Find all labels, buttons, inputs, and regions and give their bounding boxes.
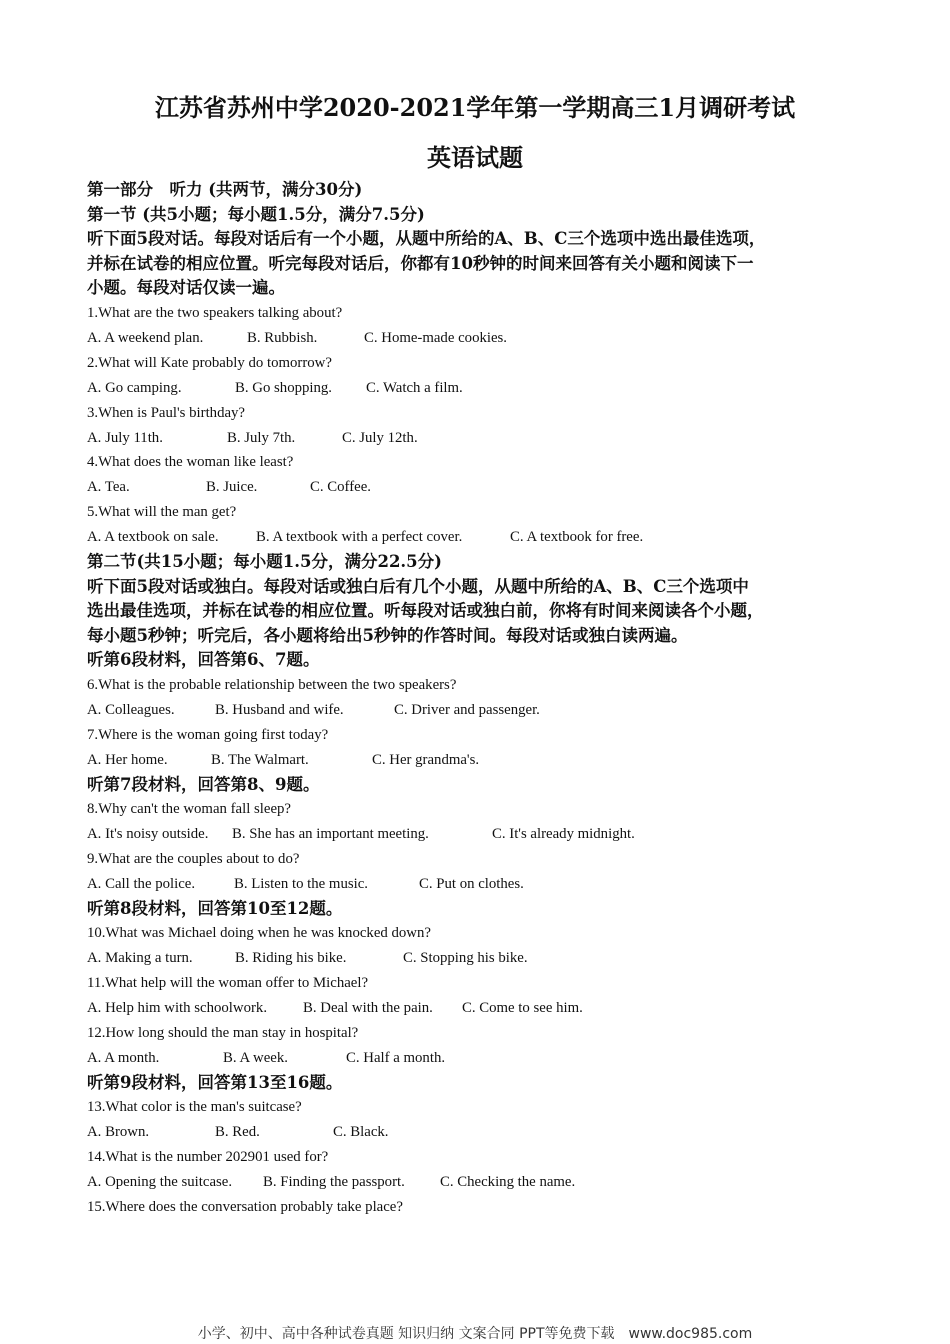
question-stem: 6.What is the probable relationship between the two speakers? bbox=[87, 677, 457, 693]
option-b: B. Finding the passport. bbox=[263, 1174, 405, 1191]
option-c: C. Half a month. bbox=[346, 1049, 446, 1066]
section-heading: 第二节(共15小题；每小题1.5分，满分22.5分) bbox=[87, 552, 442, 572]
option-a: A. It's noisy outside. bbox=[87, 826, 209, 843]
option-a: A. A textbook on sale. bbox=[87, 529, 219, 546]
option-a: A. Go camping. bbox=[87, 379, 182, 396]
option-b: B. Riding his bike. bbox=[235, 950, 347, 967]
option-a: A. Her home. bbox=[87, 751, 168, 768]
section-instructions bbox=[87, 575, 877, 649]
question-options bbox=[87, 748, 877, 773]
option-c: C. A textbook for free. bbox=[510, 529, 644, 546]
question-options bbox=[87, 698, 877, 723]
instruction-line: 小题。每段对话仅读一遍。 bbox=[87, 278, 285, 298]
instruction-line: 选出最佳选项，并标在试卷的相应位置。听每段对话或独白前，你将有时间来阅读各个小题， bbox=[87, 601, 764, 621]
question-stem: 5.What will the man get? bbox=[87, 504, 237, 521]
question-stem: 10.What was Michael doing when he was knocked down? bbox=[87, 925, 431, 942]
question-options bbox=[87, 822, 877, 847]
section-instructions bbox=[87, 227, 877, 301]
option-c: C. It's already midnight. bbox=[492, 826, 635, 843]
option-c: C. Watch a film. bbox=[366, 379, 463, 396]
option-a: A. Colleagues. bbox=[87, 701, 175, 718]
option-b: B. Listen to the music. bbox=[234, 875, 368, 892]
option-b: B. Go shopping. bbox=[235, 379, 333, 396]
option-b: B. A week. bbox=[223, 1049, 288, 1066]
option-c: C. Put on clothes. bbox=[419, 875, 524, 892]
question-stem: 3.When is Paul's birthday? bbox=[87, 404, 246, 421]
question-options bbox=[87, 946, 877, 971]
option-b: B. Rubbish. bbox=[247, 329, 318, 346]
question-options bbox=[87, 1170, 877, 1195]
exam-title: 江苏省苏州中学2020-2021学年第一学期高三1月调研考试 bbox=[154, 93, 796, 122]
question-stem: 14.What is the number 202901 used for? bbox=[87, 1149, 329, 1166]
material-heading: 听第8段材料，回答第10至12题。 bbox=[87, 898, 343, 918]
question-stem: 1.What are the two speakers talking about? bbox=[87, 304, 343, 321]
question-stem: 13.What color is the man's suitcase? bbox=[87, 1099, 302, 1116]
option-a: A. A weekend plan. bbox=[87, 329, 204, 346]
option-c: C. Checking the name. bbox=[440, 1174, 576, 1191]
option-b: B. The Walmart. bbox=[211, 751, 309, 768]
question-stem: 4.What does the woman like least? bbox=[87, 454, 294, 471]
part-heading: 第一部分 听力 (共两节，满分30分) bbox=[87, 180, 363, 199]
question-options bbox=[87, 426, 877, 451]
question-stem: 12.How long should the man stay in hospital? bbox=[87, 1025, 359, 1042]
question-stem: 9.What are the couples about to do? bbox=[87, 851, 300, 868]
option-a: A. Making a turn. bbox=[87, 950, 193, 967]
option-c: C. Driver and passenger. bbox=[394, 701, 540, 718]
exam-content bbox=[87, 178, 877, 1220]
instruction-line: 听下面5段对话。每段对话后有一个小题，从题中所给的A、B、C三个选项中选出最佳选项， bbox=[87, 229, 766, 249]
option-a: A. Call the police. bbox=[87, 875, 196, 892]
option-b: B. July 7th. bbox=[227, 429, 296, 446]
option-a: A. Tea. bbox=[87, 479, 130, 496]
option-a: A. Help him with schoolwork. bbox=[87, 1000, 268, 1017]
material-heading: 听第9段材料，回答第13至16题。 bbox=[87, 1072, 343, 1092]
option-b: B. Deal with the pain. bbox=[303, 1000, 433, 1017]
option-a: A. Opening the suitcase. bbox=[87, 1174, 233, 1191]
instruction-line: 每小题5秒钟；听完后，各小题将给出5秒钟的作答时间。每段对话或独白读两遍。 bbox=[87, 625, 688, 645]
material-heading: 听第7段材料，回答第8、9题。 bbox=[87, 774, 320, 794]
option-a: A. July 11th. bbox=[87, 429, 163, 446]
option-c: C. Come to see him. bbox=[462, 1000, 583, 1017]
option-c: C. Stopping his bike. bbox=[403, 950, 528, 967]
page-footer: 小学、初中、高中各种试卷真题 知识归纳 文案合同 PPT等免费下载 www.doc985.com bbox=[197, 1326, 753, 1342]
option-c: C. Home-made cookies. bbox=[364, 329, 507, 346]
option-b: B. A textbook with a perfect cover. bbox=[256, 529, 463, 546]
question-options bbox=[87, 996, 877, 1021]
option-b: B. Husband and wife. bbox=[215, 701, 344, 718]
question-stem: 11.What help will the woman offer to Michael? bbox=[87, 975, 369, 992]
option-c: C. Coffee. bbox=[310, 479, 371, 496]
exam-subtitle: 英语试题 bbox=[427, 143, 523, 172]
option-b: B. Juice. bbox=[206, 479, 258, 496]
question-options bbox=[87, 376, 877, 401]
question-options bbox=[87, 1120, 877, 1145]
option-a: A. A month. bbox=[87, 1049, 160, 1066]
option-b: B. She has an important meeting. bbox=[232, 826, 429, 843]
question-options bbox=[87, 1046, 877, 1071]
option-c: C. July 12th. bbox=[342, 429, 418, 446]
question-options bbox=[87, 872, 877, 897]
question-stem: 2.What will Kate probably do tomorrow? bbox=[87, 354, 332, 371]
instruction-line: 并标在试卷的相应位置。听完每段对话后，你都有10秒钟的时间来回答有关小题和阅读下一 bbox=[87, 253, 754, 273]
material-heading: 听第6段材料，回答第6、7题。 bbox=[87, 650, 320, 670]
question-options bbox=[87, 475, 877, 500]
question-stem: 8.Why can't the woman fall sleep? bbox=[87, 801, 291, 818]
question-options bbox=[87, 326, 877, 351]
instruction-line: 听下面5段对话或独白。每段对话或独白后有几个小题，从题中所给的A、B、C三个选项中 bbox=[87, 576, 749, 596]
option-a: A. Brown. bbox=[87, 1124, 150, 1141]
question-stem: 15.Where does the conversation probably take place? bbox=[87, 1199, 403, 1216]
option-c: C. Her grandma's. bbox=[372, 751, 480, 768]
option-b: B. Red. bbox=[215, 1124, 260, 1141]
section-heading: 第一节 (共5小题；每小题1.5分，满分7.5分) bbox=[87, 204, 425, 224]
option-c: C. Black. bbox=[333, 1124, 389, 1141]
question-stem: 7.Where is the woman going first today? bbox=[87, 726, 329, 743]
question-options bbox=[87, 525, 877, 550]
